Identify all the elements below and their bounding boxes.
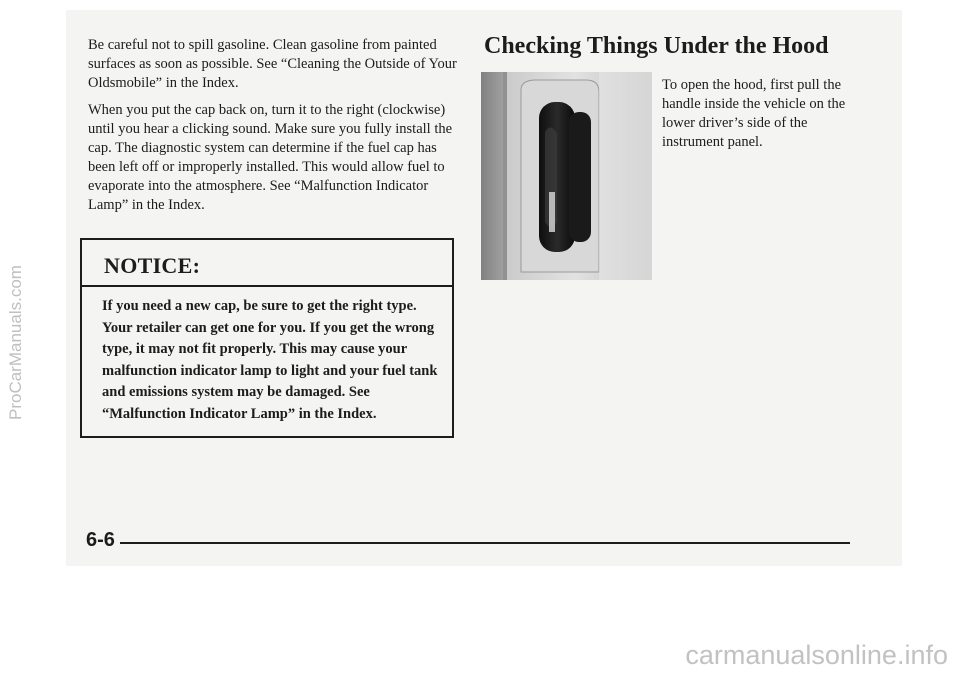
hood-release-handle-illustration (481, 72, 652, 280)
notice-box (80, 238, 454, 438)
footer-rule (120, 542, 850, 544)
bottom-watermark[interactable]: carmanualsonline.info (685, 640, 948, 670)
section-title: Checking Things Under the Hood (484, 33, 829, 59)
paragraph-fuel-cap: When you put the cap back on, turn it to the right (clockwise) until you hear a clicking sound. Make sure you fully install the cap. The diagnostic system can determine if the fuel cap has been left off or improperly installed. This would allow fuel to evaporate into the atmosphere. See “Malfunction Indicator Lamp” in the Index. (88, 102, 453, 213)
hood-release-handle-photo (481, 72, 652, 280)
hood-instructions: To open the hood, first pull the handle inside the vehicle on the lower driver’s side of the instrument panel. (662, 77, 846, 150)
notice-heading: NOTICE: (82, 240, 452, 287)
side-watermark: ProCarManuals.com (6, 265, 25, 420)
notice-body: If you need a new cap, be sure to get the right type. Your retailer can get one for you. If you get the wrong type, it may not fit properly. This may cause your malfunction indicator lamp to light and your fuel tank and emissions system may be damaged. See “Malfunction Indicator Lamp” in the Index. (102, 298, 438, 422)
left-column (88, 36, 460, 223)
page-number: 6-6 (86, 529, 115, 551)
paragraph-gasoline-spill: Be careful not to spill gasoline. Clean gasoline from painted surfaces as soon as possible. See “Cleaning the Outside of Your Oldsmobile” in the Index. (88, 37, 457, 91)
